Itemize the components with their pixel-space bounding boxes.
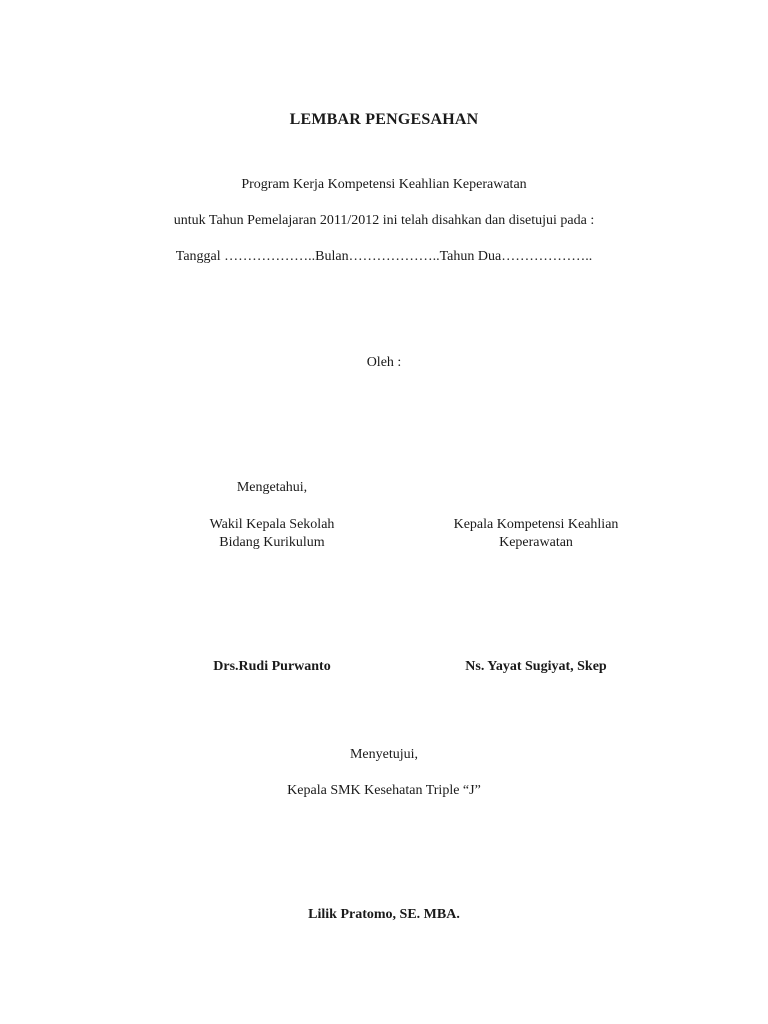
right-signatory-name: Ns. Yayat Sugiyat, Skep (465, 659, 607, 674)
by-label: Oleh : (366, 355, 402, 370)
right-signatory-role (420, 516, 652, 552)
left-role-line-1: Wakil Kepala Sekolah (209, 517, 335, 532)
left-role-line-2: Bidang Kurikulum (219, 535, 325, 550)
intro-line-1: Program Kerja Kompetensi Keahlian Keperawatan (241, 177, 527, 192)
right-role-line-2: Keperawatan (499, 535, 573, 550)
intro-line-2: untuk Tahun Pemelajaran 2011/2012 ini telah disahkan dan disetujui pada : (173, 213, 595, 228)
page-title: LEMBAR PENGESAHAN (289, 111, 479, 128)
approved-label: Menyetujui, (349, 747, 419, 762)
right-role-line-1: Kepala Kompetensi Keahlian (453, 517, 619, 532)
date-line: Tanggal ………………..Bulan………………..Tahun Dua……………….. (175, 249, 593, 264)
principal-name: Lilik Pratomo, SE. MBA. (308, 907, 460, 922)
left-signatory-name: Drs.Rudi Purwanto (213, 659, 331, 674)
left-signatory-role (172, 516, 372, 552)
acknowledged-label: Mengetahui, (236, 480, 308, 495)
principal-role: Kepala SMK Kesehatan Triple “J” (287, 783, 481, 798)
